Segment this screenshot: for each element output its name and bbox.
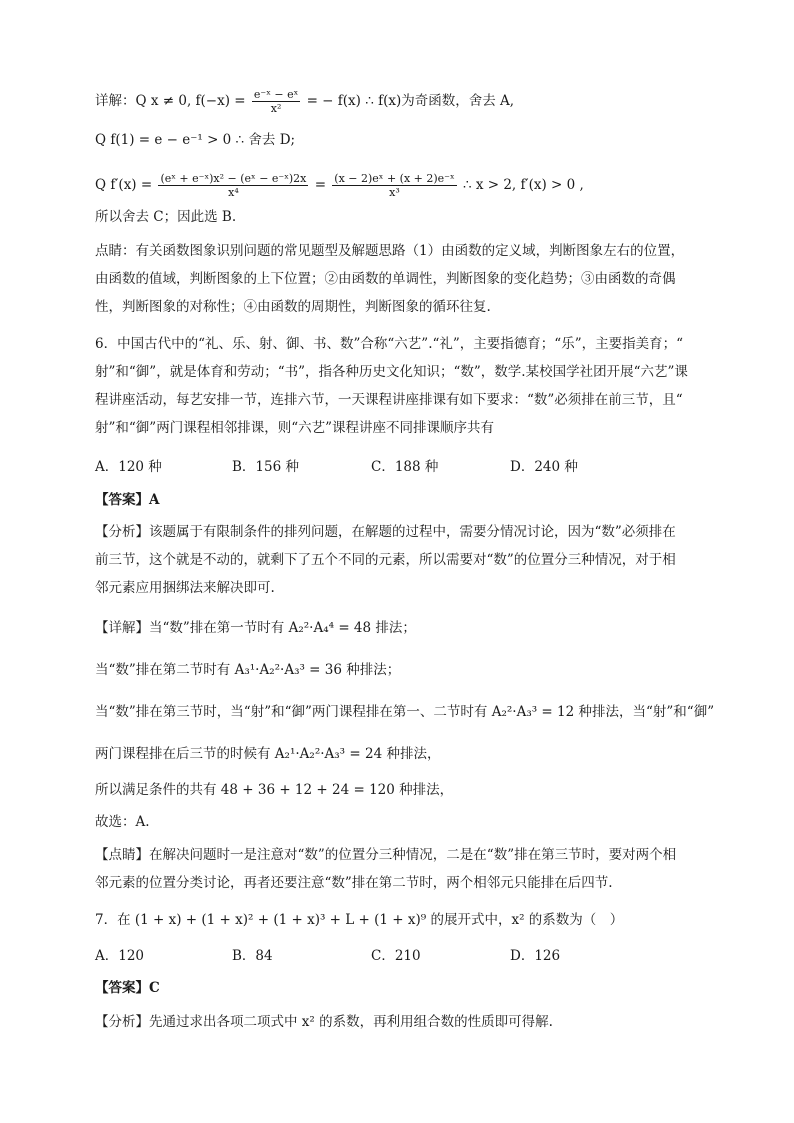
option-c: C．188 种 [371, 459, 439, 475]
detail-6-line-4: 两门课程排在后三节的时候有 A₂¹·A₂²·A₃³ = 24 种排法， [95, 746, 441, 762]
fraction [252, 88, 300, 115]
fraction [332, 172, 456, 199]
detail-6-line-3: 当“数”排在第三节时，当“射”和“御”两门课程排在第一、二节时有 A₂²·A₃³ = 12 种排法，当“射”和“御” [95, 704, 715, 720]
answer-7: 【答案】C [95, 980, 160, 996]
question-6-line-1: 6．中国古代中的“礼、乐、射、御、书、数”合称“六艺”.“礼”，主要指德育；“乐”，主要指美育；“ [95, 336, 683, 352]
fraction-numerator: (x − 2)eˣ + (x + 2)e⁻ˣ [334, 172, 455, 185]
line-text: 详解：Q x ≠ 0, f(−x) = [95, 93, 246, 109]
option-a: A．120 种 [95, 459, 162, 475]
fraction-numerator: e⁻ˣ − eˣ [253, 88, 299, 101]
fraction-denominator: x² [270, 102, 282, 115]
question-6-line-3: 程讲座活动，每艺安排一节，连排六节，一天课程讲座排课有如下要求：“数”必须排在前三节，且“ [95, 392, 683, 408]
answer-6: 【答案】A [95, 492, 160, 508]
solution-line-odd-function [95, 88, 514, 115]
question-6-line-4: 射”和“御”两门课程相邻排课，则“六艺”课程讲座不同排课顺序共有 [95, 420, 495, 436]
solution-line-derivative [95, 172, 584, 199]
option-d: D．240 种 [510, 459, 578, 475]
question-6-line-2: 射”和“御”，就是体育和劳动；“书”，指各种历史文化知识；“数”，数学.某校国学社团开展“六艺”课 [95, 364, 688, 380]
fraction-denominator: x³ [389, 186, 400, 199]
option-b: B．156 种 [232, 459, 299, 475]
analysis-7: 【分析】先通过求出各项二项式中 x² 的系数，再利用组合数的性质即可得解. [95, 1014, 553, 1030]
tip-line-2: 由函数的值域，判断图象的上下位置；②由函数的单调性，判断图象的变化趋势；③由函数的奇偶 [95, 271, 676, 287]
solution-line-conclusion: 所以舍去 C；因此选 B. [95, 209, 237, 225]
tip-line-3: 性，判断图象的对称性；④由函数的周期性，判断图象的循环往复. [95, 299, 491, 315]
option-b: B．84 [232, 948, 273, 964]
tip-line-1: 点睛：有关函数图象识别问题的常见题型及解题思路（1）由函数的定义域，判断图象左右的位置， [95, 243, 685, 259]
fraction-denominator: x⁴ [228, 186, 239, 199]
analysis-6-line-2: 前三节，这个就是不动的，就剩下了五个不同的元素，所以需要对“数”的位置分三种情况，对于相 [95, 552, 676, 568]
line-text: = [314, 177, 326, 193]
tip-6-line-1: 【点睛】在解决问题时一是注意对“数”的位置分三种情况，二是在“数”排在第三节时，要对两个相 [95, 847, 677, 863]
question-7: 7．在 (1 + x) + (1 + x)² + (1 + x)³ + L + (1 + x)⁹ 的展开式中，x² 的系数为（ ） [95, 912, 624, 928]
line-text: = − f(x) ∴ f(x)为奇函数，舍去 A, [306, 93, 515, 109]
option-a: A．120 [95, 948, 145, 964]
analysis-6-line-3: 邻元素应用捆绑法来解决即可. [95, 580, 275, 596]
option-d: D．126 [510, 948, 561, 964]
solution-line-f1: Q f(1) = e − e⁻¹ > 0 ∴ 舍去 D; [95, 132, 296, 148]
fraction-numerator: (eˣ + e⁻ˣ)x² − (eˣ − e⁻ˣ)2x [160, 172, 307, 185]
detail-6-line-2: 当“数”排在第二节时有 A₃¹·A₂²·A₃³ = 36 种排法； [95, 662, 401, 678]
line-text: Q f′(x) = [95, 177, 153, 193]
detail-6-line-5: 所以满足条件的共有 48 + 36 + 12 + 24 = 120 种排法， [95, 782, 454, 798]
line-text: ∴ x > 2, f′(x) > 0 , [462, 177, 584, 193]
detail-6-line-1: 【详解】当“数”排在第一节时有 A₂²·A₄⁴ = 48 排法； [95, 620, 416, 636]
analysis-6-line-1: 【分析】该题属于有限制条件的排列问题，在解题的过程中，需要分情况讨论，因为“数”必须排在 [95, 524, 676, 540]
tip-6-line-2: 邻元素的位置分类讨论，再者还要注意“数”排在第二节时，两个相邻元只能排在后四节. [95, 875, 613, 891]
option-c: C．210 [371, 948, 421, 964]
detail-6-line-6: 故选：A. [95, 814, 150, 830]
fraction [158, 172, 308, 199]
